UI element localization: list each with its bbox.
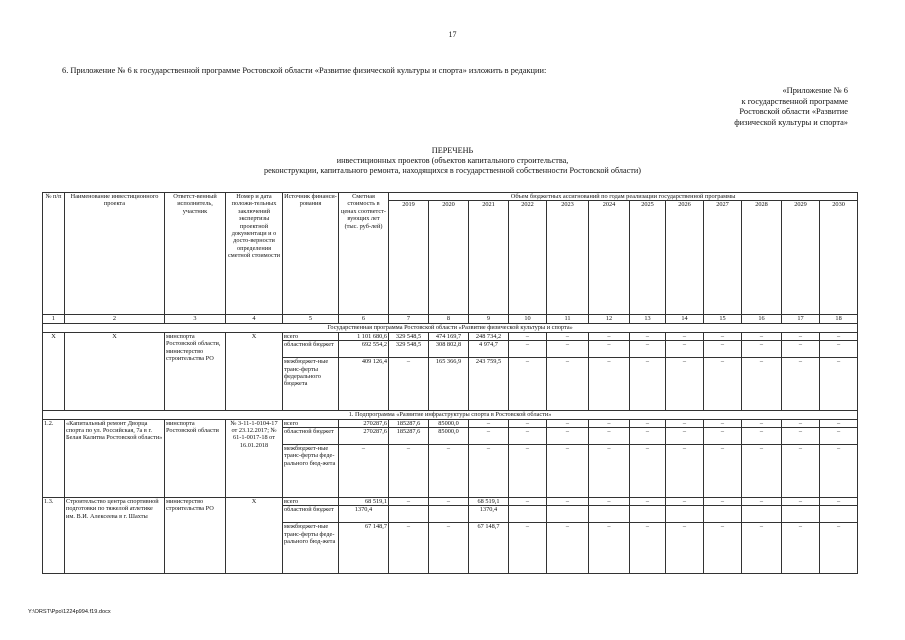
row-value — [782, 506, 820, 523]
row-value: – — [389, 445, 429, 498]
row-value: 248 734,2 — [469, 332, 509, 340]
row-value: – — [820, 341, 858, 358]
row-num: 1.2. — [43, 419, 65, 497]
row-value: 185287,6 — [389, 428, 429, 445]
row-name: «Капитальный ремонт Дворца спорта по ул. Российская, 7а в г. Белая Калитва Ростовской области» — [65, 419, 165, 497]
row-source: всего — [283, 419, 339, 427]
row-value: 1370,4 — [469, 506, 509, 523]
row-value: – — [742, 332, 782, 340]
row-value: 329 548,5 — [389, 332, 429, 340]
row-value: – — [630, 419, 666, 427]
row-value — [704, 506, 742, 523]
row-value: – — [469, 419, 509, 427]
row-value: – — [666, 419, 704, 427]
header-num: № п/п — [43, 193, 65, 315]
row-num: X — [43, 332, 65, 410]
row-value: – — [666, 445, 704, 498]
row-value: – — [589, 419, 630, 427]
row-value: – — [630, 523, 666, 574]
index-cell: 6 — [339, 315, 389, 324]
row-name: Строительство центра спортивной подготовки по тяжелой атлетике им. В.И. Алексеева в г. Шахты — [65, 498, 165, 574]
section-row-gp — [43, 324, 858, 332]
row-value: – — [589, 498, 630, 506]
header-budget: Объем бюджетных ассигнований по годам реализации государственной программы — [389, 193, 858, 201]
row-value — [742, 506, 782, 523]
row-value: – — [589, 445, 630, 498]
annex-line: к государственной программе — [741, 96, 848, 106]
annex-caption — [734, 86, 848, 128]
index-cell: 18 — [820, 315, 858, 324]
row-value: – — [704, 332, 742, 340]
row-value: – — [782, 428, 820, 445]
row-source: межбюджет-ные транс-ферты федерального бюджета — [283, 358, 339, 411]
row-value: – — [704, 445, 742, 498]
row-value: – — [547, 332, 589, 340]
row-cost: 409 126,4 — [339, 358, 389, 411]
row-value: – — [589, 358, 630, 411]
row-value: – — [429, 523, 469, 574]
row-value: – — [509, 332, 547, 340]
row-value: 165 366,9 — [429, 358, 469, 411]
row-value — [547, 506, 589, 523]
intro-paragraph: 6. Приложение № 6 к государственной программе Ростовской области «Развитие физической культуры и спорта» изложить в редакции: — [62, 66, 547, 75]
row-cost: – — [339, 445, 389, 498]
index-cell: 2 — [65, 315, 165, 324]
annex-line: «Приложение № 6 — [782, 86, 848, 95]
row-value: – — [547, 498, 589, 506]
table-row — [43, 498, 858, 506]
file-path-footer: Y:\ORST\Ppo\1224p994.f19.docx — [28, 609, 111, 615]
row-value: – — [429, 498, 469, 506]
row-value — [389, 506, 429, 523]
row-source: всего — [283, 498, 339, 506]
section-title: Государственная программа Ростовской области «Развитие физической культуры и спорта» — [43, 324, 858, 332]
row-value: – — [742, 498, 782, 506]
header-year: 2026 — [666, 201, 704, 315]
row-value — [820, 506, 858, 523]
row-value: – — [509, 445, 547, 498]
index-cell: 8 — [429, 315, 469, 324]
index-cell: 11 — [547, 315, 589, 324]
index-cell: 15 — [704, 315, 742, 324]
row-value: – — [742, 419, 782, 427]
section-row-subprogram — [43, 411, 858, 419]
index-cell: 1 — [43, 315, 65, 324]
index-cell: 13 — [630, 315, 666, 324]
row-source: межбюджет-ные транс-ферты феде-рального бюд-жета — [283, 445, 339, 498]
row-expertise: X — [226, 332, 283, 410]
row-value: – — [589, 341, 630, 358]
row-value: – — [666, 341, 704, 358]
row-value: – — [589, 428, 630, 445]
row-value: – — [547, 341, 589, 358]
row-value: 243 759,5 — [469, 358, 509, 411]
row-value: – — [630, 498, 666, 506]
row-value: – — [469, 428, 509, 445]
index-cell: 10 — [509, 315, 547, 324]
row-value: – — [589, 523, 630, 574]
header-year: 2024 — [589, 201, 630, 315]
row-source: областной бюджет — [283, 341, 339, 358]
row-value: 67 148,7 — [469, 523, 509, 574]
row-value: – — [469, 445, 509, 498]
header-year: 2019 — [389, 201, 429, 315]
row-value: – — [704, 419, 742, 427]
row-value: 185287,6 — [389, 419, 429, 427]
title-line: реконструкции, капитального ремонта, находящихся в государственной собственности Ростовской области) — [264, 166, 641, 175]
header-executor: Ответст-венный исполнитель, участник — [165, 193, 226, 315]
row-value: – — [704, 428, 742, 445]
row-value: – — [820, 523, 858, 574]
row-value: – — [630, 445, 666, 498]
row-value: – — [666, 428, 704, 445]
row-value: – — [742, 341, 782, 358]
index-cell: 17 — [782, 315, 820, 324]
row-value: – — [782, 419, 820, 427]
row-value — [666, 506, 704, 523]
row-value: – — [547, 428, 589, 445]
row-value: – — [630, 358, 666, 411]
table-row — [43, 332, 858, 340]
row-executor: министерство строительства РО — [165, 498, 226, 574]
row-value — [429, 506, 469, 523]
index-cell: 4 — [226, 315, 283, 324]
row-cost: 1370,4 — [339, 506, 389, 523]
row-value: – — [389, 523, 429, 574]
row-value: – — [742, 445, 782, 498]
row-value: 4 974,7 — [469, 341, 509, 358]
header-year: 2021 — [469, 201, 509, 315]
row-value: – — [820, 419, 858, 427]
index-cell: 7 — [389, 315, 429, 324]
row-value: 68 519,1 — [469, 498, 509, 506]
header-year: 2027 — [704, 201, 742, 315]
row-value — [589, 506, 630, 523]
row-value: – — [742, 523, 782, 574]
row-value: 329 548,5 — [389, 341, 429, 358]
row-value: – — [666, 332, 704, 340]
row-value — [509, 506, 547, 523]
row-value: – — [389, 498, 429, 506]
title-line: ПЕРЕЧЕНЬ — [431, 146, 474, 155]
row-value: – — [666, 498, 704, 506]
index-cell: 9 — [469, 315, 509, 324]
row-value: – — [820, 445, 858, 498]
row-value: – — [704, 358, 742, 411]
row-value: – — [666, 358, 704, 411]
header-year: 2028 — [742, 201, 782, 315]
row-value: – — [782, 358, 820, 411]
header-year: 2030 — [820, 201, 858, 315]
row-value: – — [509, 419, 547, 427]
row-cost: 1 101 680,6 — [339, 332, 389, 340]
row-cost: 67 148,7 — [339, 523, 389, 574]
row-value — [630, 506, 666, 523]
row-source: областной бюджет — [283, 506, 339, 523]
row-value: – — [630, 341, 666, 358]
row-value: – — [782, 341, 820, 358]
row-value: – — [509, 428, 547, 445]
row-value: – — [547, 445, 589, 498]
row-value: 85000,0 — [429, 428, 469, 445]
row-value: – — [666, 523, 704, 574]
annex-line: Ростовской области «Развитие — [739, 107, 848, 116]
row-value: – — [547, 523, 589, 574]
row-executor: минспорта Ростовской области — [165, 419, 226, 497]
section-title: 1. Подпрограмма «Развитие инфраструктуры спорта в Ростовской области» — [43, 411, 858, 419]
row-value: 308 802,8 — [429, 341, 469, 358]
row-value: – — [389, 358, 429, 411]
row-value: – — [820, 358, 858, 411]
row-value: – — [742, 358, 782, 411]
row-name: X — [65, 332, 165, 410]
row-value: – — [782, 332, 820, 340]
row-value: – — [782, 445, 820, 498]
row-source: областной бюджет — [283, 428, 339, 445]
row-value: – — [429, 445, 469, 498]
row-executor: минспорта Ростовской области, министерство строительства РО — [165, 332, 226, 410]
row-value: – — [630, 428, 666, 445]
row-value: 474 169,7 — [429, 332, 469, 340]
row-value: – — [782, 498, 820, 506]
header-source: Источник финанси-рования — [283, 193, 339, 315]
row-cost: 270287,6 — [339, 419, 389, 427]
header-year: 2022 — [509, 201, 547, 315]
row-value: – — [547, 419, 589, 427]
index-cell: 14 — [666, 315, 704, 324]
row-value: – — [704, 523, 742, 574]
row-expertise: X — [226, 498, 283, 574]
index-cell: 12 — [589, 315, 630, 324]
row-value: – — [509, 341, 547, 358]
row-value: – — [589, 332, 630, 340]
row-expertise: № 3-11-1-0104-17 от 23.12.2017; № 61-1-0017-18 от 16.01.2018 — [226, 419, 283, 497]
index-cell: 5 — [283, 315, 339, 324]
index-cell: 16 — [742, 315, 782, 324]
row-value: – — [820, 498, 858, 506]
row-num: 1.3. — [43, 498, 65, 574]
row-value: – — [782, 523, 820, 574]
row-value: – — [509, 523, 547, 574]
table-header-row — [43, 193, 858, 201]
row-source: межбюджет-ные транс-ферты феде-рального бюд-жета — [283, 523, 339, 574]
header-year: 2023 — [547, 201, 589, 315]
row-value: 85000,0 — [429, 419, 469, 427]
row-cost: 68 519,1 — [339, 498, 389, 506]
row-value: – — [820, 428, 858, 445]
row-source: всего — [283, 332, 339, 340]
index-cell: 3 — [165, 315, 226, 324]
column-index-row — [43, 315, 858, 324]
row-cost: 692 554,2 — [339, 341, 389, 358]
header-year: 2025 — [630, 201, 666, 315]
annex-line: физической культуры и спорта» — [734, 117, 848, 127]
table-row — [43, 419, 858, 427]
row-value: – — [509, 498, 547, 506]
row-value: – — [509, 358, 547, 411]
header-cost: Сметная стоимость в ценах соответст-вующих лет (тыс. руб-лей) — [339, 193, 389, 315]
header-name: Наименование инвестиционного проекта — [65, 193, 165, 315]
row-value: – — [742, 428, 782, 445]
investment-projects-table — [42, 192, 858, 574]
row-value: – — [547, 358, 589, 411]
row-value: – — [630, 332, 666, 340]
document-title — [0, 146, 905, 176]
row-value: – — [704, 498, 742, 506]
header-year: 2029 — [782, 201, 820, 315]
page-number: 17 — [448, 30, 457, 39]
title-line: инвестиционных проектов (объектов капитального строительства, — [336, 156, 569, 165]
row-value: – — [704, 341, 742, 358]
row-cost: 270287,6 — [339, 428, 389, 445]
header-year: 2020 — [429, 201, 469, 315]
header-expertise: Номер и дата положи-тельных заключений экспертизы проектной документаци и о досто-верности определения сметной стоимости — [226, 193, 283, 315]
row-value: – — [820, 332, 858, 340]
